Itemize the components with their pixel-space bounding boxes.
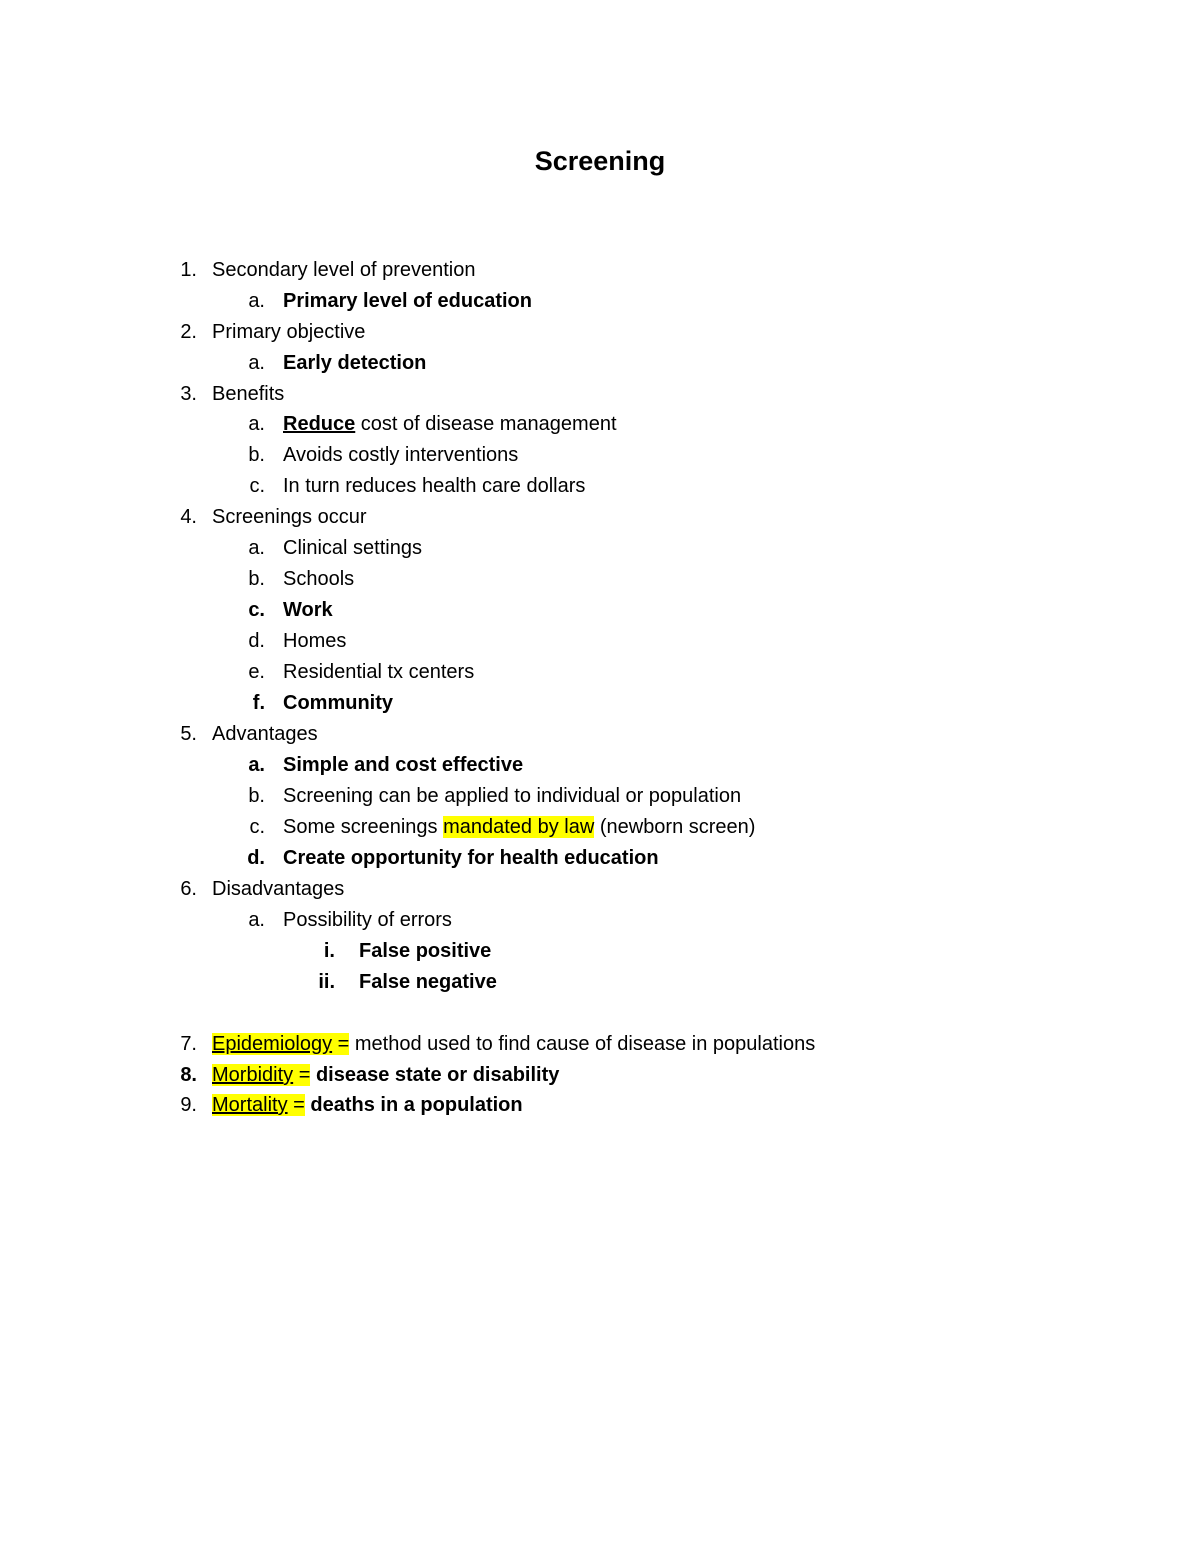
list-item-text: [283, 812, 755, 843]
list-roman: ii.: [318, 971, 335, 993]
list-item-text: Primary objective: [212, 321, 366, 343]
list-letter: a.: [248, 352, 265, 374]
list-letter: e.: [248, 661, 265, 683]
list-item-text: Primary level of education: [283, 290, 532, 312]
list-number: 9.: [180, 1094, 197, 1116]
highlighted-term: [212, 1033, 349, 1055]
list-letter: a.: [248, 909, 265, 931]
list-number: 3.: [180, 383, 197, 405]
equals-sign: =: [287, 1094, 305, 1116]
document-title: Screening: [534, 146, 666, 176]
list-number: 5.: [180, 723, 197, 745]
list-item-text: Avoids costly interventions: [283, 444, 519, 466]
list-number: 6.: [180, 878, 197, 900]
list-letter: f.: [252, 692, 265, 714]
list-item-text: Possibility of errors: [283, 909, 452, 931]
definition-text: disease state or disability: [310, 1064, 560, 1086]
equals-sign: =: [293, 1064, 311, 1086]
list-item-text: Benefits: [212, 383, 285, 405]
list-item-text: Screenings occur: [212, 506, 367, 528]
list-letter: b.: [248, 785, 265, 807]
list-item-text: In turn reduces health care dollars: [283, 475, 586, 497]
list-letter: a.: [248, 413, 265, 435]
list-number: 1.: [180, 259, 197, 281]
list-item-text: Residential tx centers: [283, 661, 475, 683]
list-letter: c.: [249, 475, 265, 497]
list-item-text: False negative: [359, 971, 497, 993]
definition-text: deaths in a population: [304, 1094, 523, 1116]
list-letter: b.: [248, 568, 265, 590]
highlighted-term: [212, 1064, 310, 1086]
list-item-text: False positive: [359, 940, 492, 962]
term-text: Epidemiology: [212, 1033, 333, 1055]
list-item-text: Screening can be applied to individual or population: [283, 785, 742, 807]
list-number: 7.: [180, 1033, 197, 1055]
list-item-text: Clinical settings: [283, 537, 422, 559]
list-item-text: Secondary level of prevention: [212, 259, 476, 281]
emphasis-text: Reduce: [283, 413, 356, 435]
term-text: Morbidity: [212, 1064, 294, 1086]
list-letter: a.: [248, 290, 265, 312]
highlighted-text: mandated by law: [443, 816, 595, 838]
definition-text: method used to find cause of disease in populations: [349, 1033, 816, 1055]
equals-sign: =: [332, 1033, 350, 1055]
list-letter: a.: [248, 754, 265, 776]
term-text: Mortality: [212, 1094, 288, 1116]
plain-text: Some screenings: [283, 816, 444, 838]
list-item-text: Create opportunity for health education: [283, 847, 659, 869]
list-item-text: Simple and cost effective: [283, 754, 524, 776]
list-item-text: Homes: [283, 630, 347, 652]
list-number: 2.: [180, 321, 197, 343]
list-item-text: Community: [283, 692, 393, 714]
list-letter: c.: [248, 599, 265, 621]
list-item-text: [212, 1060, 559, 1091]
list-item-text: [283, 409, 617, 440]
list-item-text: Schools: [283, 568, 355, 590]
list-letter: c.: [249, 816, 265, 838]
list-item-text: [212, 1029, 815, 1060]
plain-text: cost of disease management: [355, 413, 617, 435]
list-item-text: Disadvantages: [212, 878, 345, 900]
list-number: 8.: [180, 1064, 197, 1086]
list-number: 4.: [180, 506, 197, 528]
list-letter: b.: [248, 444, 265, 466]
highlighted-term: [212, 1094, 305, 1116]
list-letter: a.: [248, 537, 265, 559]
list-letter: d.: [248, 630, 265, 652]
list-item-text: [212, 1090, 523, 1121]
plain-text: (newborn screen): [594, 816, 756, 838]
list-roman: i.: [323, 940, 335, 962]
list-letter: d.: [247, 847, 265, 869]
list-item-text: Early detection: [283, 352, 427, 374]
list-item-text: Advantages: [212, 723, 318, 745]
list-item-text: Work: [283, 599, 333, 621]
